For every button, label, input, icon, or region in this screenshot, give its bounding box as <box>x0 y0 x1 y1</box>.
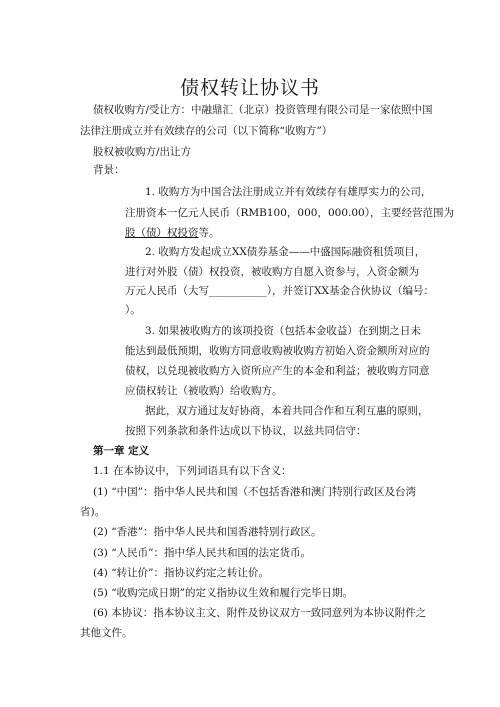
definition-china-line2: 省)。 <box>80 506 106 518</box>
buyer-line-1: 债权收购方/受让方：中融鼎汇（北京）投资管理有限公司是一家依照中国 <box>93 104 433 116</box>
item3-line1: 3. 如果被收购方的该项投资（包括本金收益）在到期之日未 <box>145 325 421 337</box>
definition-hongkong: (2) “香港”：指中华人民共和国香港特别行政区。 <box>93 526 322 538</box>
definition-agreement-line2: 其他文件。 <box>80 627 133 639</box>
item2-line4: ）。 <box>125 304 141 316</box>
document-title: 债权转让协议书 <box>179 77 320 99</box>
chapter1-heading: 第一章 定义 <box>93 445 150 457</box>
buyer-line-2: 法律注册成立并有效续存的公司（以下简称“收购方”） <box>80 125 333 137</box>
definition-china-line1: (1) “中国”：指中华人民共和国（不包括香港和澳门特别行政区及台湾 <box>93 486 416 498</box>
seller-line: 股权被收购方/出让方 <box>93 146 192 158</box>
item2-line2: 进行对外股（债）权投资，被收购方自愿入资参与，入资金额为 <box>125 266 419 278</box>
definition-agreement-line1: (6) 本协议：指本协议主文、附件及协议双方一致同意列为本协议附件之 <box>93 607 427 619</box>
item1-line3 <box>125 226 220 240</box>
definition-transfer-price: (4) “转让价”：指协议约定之转让价。 <box>93 567 269 579</box>
accordingly-line2: 按照下列条款和条件达成以下协议，以兹共同信守： <box>125 425 367 437</box>
item1-line1: 1. 收购方为中国合法注册成立并有效续存有雄厚实力的公司， <box>145 186 432 198</box>
background-label: 背景： <box>93 164 125 176</box>
item1-line2: 注册资本一亿元人民币（RMB100，000，000.00），主要经营范围为 <box>125 207 454 219</box>
accordingly-line1: 据此，双方通过友好协商，本着共同合作和互利互惠的原则， <box>145 405 429 417</box>
item3-line4: 应债权转让（被收购）给收购方。 <box>125 385 283 397</box>
definition-completion-date: (5) “收购完成日期”的定义指协议生效和履行完毕日期。 <box>93 587 353 599</box>
item3-line2: 能达到最低预期，收购方同意收购被收购方初始入资金额所对应的 <box>125 345 430 357</box>
item3-line3: 债权，以兑现被收购方入资所应产生的本金和利益；被收购方同意 <box>125 365 430 377</box>
item1-line3-rest: 等。 <box>198 227 220 239</box>
item2-line3: 万元人民币（大写___________），并签订XX基金合伙协议（编号： <box>125 285 434 297</box>
definitions-intro: 1.1 在本协议中，下列词语具有以下含义： <box>93 465 292 477</box>
business-scope-underlined: 股（债）权投资 <box>125 227 199 239</box>
item2-line1: 2. 收购方发起成立XX债券基金——中盛国际融资租赁项目， <box>145 246 426 258</box>
definition-rmb: (3) “人民币”：指中华人民共和国的法定货币。 <box>93 547 311 559</box>
